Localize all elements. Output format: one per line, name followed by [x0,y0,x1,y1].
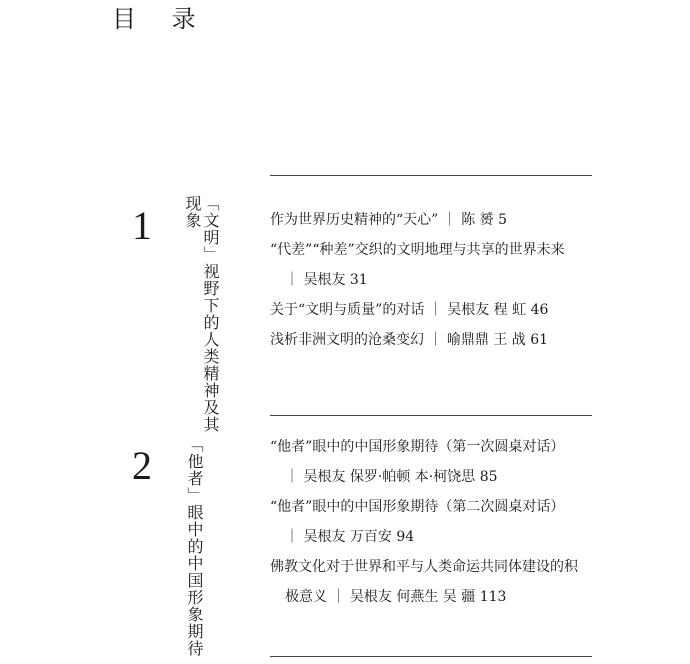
section-number: 1 [132,203,152,248]
toc-entry-continued[interactable]: ｜ 吴根友 保罗·帕顿 本·柯饶思 85 [285,469,498,485]
section-1-bottom-rule [270,415,592,416]
toc-entry[interactable]: “代差”“种差”交织的文明地理与共享的世界未来 [270,242,565,258]
page-title: 目 录 [112,5,210,33]
section-title: 「他者」眼中的中国形象期待 [185,436,204,657]
section-2-bottom-rule [270,656,592,657]
section-number: 2 [132,443,152,488]
section-entries [270,432,600,612]
toc-entry[interactable]: 浅析非洲文明的沧桑变幻 ｜ 喻鼎鼎 王 战 61 [270,332,549,348]
section-title: 「文明」视野下的人类精神及其 [201,195,220,433]
section-entries [270,205,600,355]
section-1-top-rule [270,175,592,176]
toc-entry-continued[interactable]: 极意义 ｜ 吴根友 何燕生 吴 疆 113 [285,589,507,605]
toc-entry-continued[interactable]: ｜ 吴根友 31 [285,272,368,288]
toc-entry[interactable]: 关于“文明与质量”的对话 ｜ 吴根友 程 虹 46 [270,302,549,318]
toc-entry[interactable]: 佛教文化对于世界和平与人类命运共同体建设的积 [270,559,578,575]
toc-entry[interactable]: “他者”眼中的中国形象期待（第一次圆桌对话） [270,439,565,455]
toc-entry[interactable]: “他者”眼中的中国形象期待（第二次圆桌对话） [270,499,565,515]
toc-entry-continued[interactable]: ｜ 吴根友 万百安 94 [285,529,415,545]
toc-entry[interactable]: 作为世界历史精神的“天心” ｜ 陈 赟 5 [270,212,508,228]
section-title-continued: 现象 [183,195,202,229]
